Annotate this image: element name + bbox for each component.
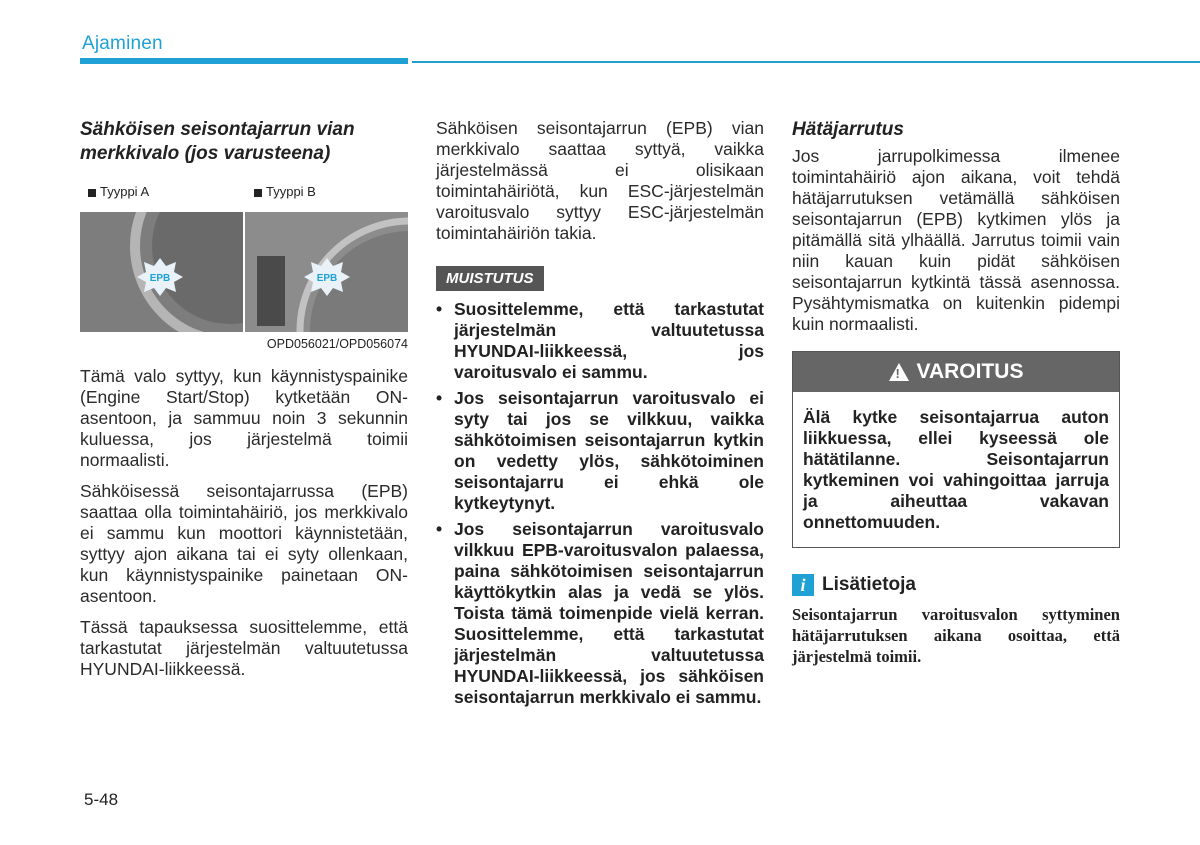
figure-label-type-b: Tyyppi B — [254, 184, 316, 199]
square-bullet-icon — [254, 189, 262, 197]
note-badge: MUISTUTUS — [436, 266, 544, 291]
list-item: • Suosittelemme, että tarkastutat järjestelmän valtuutetussa HYUNDAI-liikkeessä, jos varoitusvalo ei sammu. — [436, 299, 764, 382]
header-rule — [412, 61, 1200, 63]
figure-label-type-a: Tyyppi A — [88, 184, 149, 199]
emergency-braking-heading: Hätäjarrutus — [792, 119, 904, 140]
figure-caption: OPD056021/OPD056074 — [80, 332, 408, 356]
indicator-figure — [80, 176, 408, 356]
header-bar-accent — [80, 58, 408, 64]
figure-label-strip — [80, 176, 408, 212]
info-header — [792, 574, 1120, 596]
paragraph: Sähköisen seisontajarrun (EPB) vian merkkivalo saattaa syttyä, vaikka järjestelmässä ei olisikaan toimintahäiriötä, kun ESC-järjestelmän varoitusvalo syttyy ESC-järjestelmän toimintahäiriön takia. — [436, 118, 764, 243]
info-text: Seisontajarrun varoitusvalon syttyminen hätäjarrutuksen aikana osoittaa, että järjestelmä toimii. — [792, 605, 1120, 666]
svg-text:EPB: EPB — [149, 273, 171, 284]
warning-triangle-icon: ! — [889, 363, 909, 381]
svg-text:EPB: EPB — [316, 273, 338, 284]
info-icon: i — [792, 574, 814, 596]
list-item: • Jos seisontajarrun varoitusvalo ei syty tai jos se vilkkuu, vaikka sähkötoimisen seisontajarrun kytkin on vedetty ylös, sähkötoiminen seisontajarru ei ehkä ole kytkeytynyt. — [436, 388, 764, 513]
section-title: Ajaminen — [82, 33, 163, 54]
square-bullet-icon — [88, 189, 96, 197]
paragraph: Tässä tapauksessa suosittelemme, että tarkastutat järjestelmän valtuutetussa HYUNDAI-liikkeessä. — [80, 617, 408, 679]
column-right — [792, 118, 1120, 667]
paragraph: Sähköisessä seisontajarrussa (EPB) saattaa olla toimintahäiriö, jos merkkivalo ei sammu kun moottori käynnistetään, syttyy ajon aikana tai ei syty ollenkaan, kun käynnistyspainike painetaan ON-asentoon. — [80, 481, 408, 606]
paragraph: Tämä valo syttyy, kun käynnistyspainike (Engine Start/Stop) kytketään ON-asentoon, ja sammuu noin 3 sekunnin kuluessa, jos järjestelmä toimii normaalisti. — [80, 366, 408, 470]
warning-text: Älä kytke seisontajarrua auton liikkuessa, ellei kyseessä ole hätätilanne. Seisontajarrun kytkeminen voi vahingoittaa jarruja ja aiheuttaa vakavan onnettomuuden. — [793, 392, 1119, 547]
paragraph: Jos jarrupolkimessa ilmenee toimintahäiriö ajon aikana, voit tehdä hätäjarrutuksen vetämällä sähköisen seisontajarrun (EPB) kytkimen ylös ja pitämällä sitä ylhäällä. Jarrutus toimii vain niin kauan kuin pidät sähköisen seisontajarrun kytkintä tässä asennossa. Pysähtymismatka on kuitenkin pidempi kuin normaalisti. — [792, 146, 1120, 334]
epb-fault-indicator-heading: Sähköisen seisontajarrun vian merkkivalo (jos varusteena) — [80, 119, 355, 164]
column-left — [80, 118, 408, 680]
note-list — [436, 299, 764, 708]
warning-box — [792, 351, 1120, 548]
page-number: 5-48 — [84, 790, 119, 809]
warning-title: VAROITUS — [916, 360, 1024, 383]
list-item: • Jos seisontajarrun varoitusvalo vilkkuu EPB-varoitusvalon palaessa, paina sähkötoimisen seisontajarrun käyttökytkin alas ja vedä se ylös. Toista tämä toimenpide vielä kerran. Suosittelemme, että tarkastutat järjestelmän valtuutetussa HYUNDAI-liikkeessä, jos sähköisen seisontajarrun merkkivalo ei sammu. — [436, 519, 764, 707]
info-title: Lisätietoja — [822, 574, 916, 595]
warning-header — [793, 352, 1119, 392]
column-middle — [436, 118, 764, 713]
